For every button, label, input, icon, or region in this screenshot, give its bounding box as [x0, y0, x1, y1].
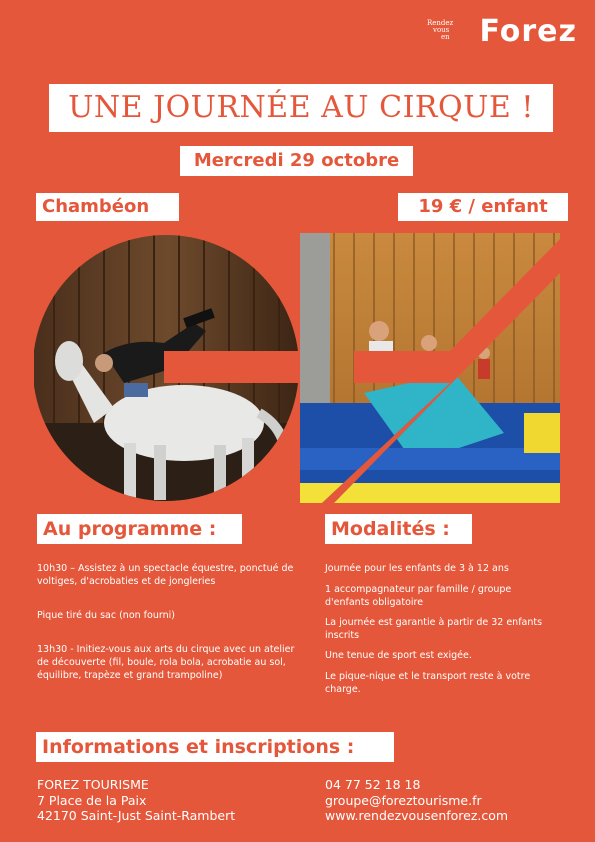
- city-address: 42170 Saint-Just Saint-Rambert: [37, 808, 236, 823]
- circus-workshop-photo: [300, 233, 560, 503]
- logo-brand: Forez: [479, 14, 577, 49]
- phone-number[interactable]: 04 77 52 18 18: [325, 777, 421, 792]
- informations-heading: Informations et inscriptions :: [36, 732, 394, 762]
- programme-item: Pique tiré du sac (non fourni): [37, 610, 175, 621]
- modalites-item-1: Journée pour les enfants de 3 à 12 ans: [325, 563, 509, 574]
- programme-list: [37, 562, 297, 588]
- contact-block: [325, 777, 508, 824]
- modalites-item-2: 1 accompagnateur par famille / groupe d'enfants obligatoire: [325, 584, 512, 608]
- title-banner: [49, 84, 553, 132]
- modalites-item-5: Le pique-nique et le transport reste à votre charge.: [325, 671, 531, 695]
- logo-line-3: en: [441, 33, 450, 41]
- email-link[interactable]: groupe@foreztourisme.fr: [325, 792, 482, 808]
- logo-line-2: vous: [433, 26, 450, 34]
- price-label: 19 € / enfant: [398, 193, 568, 221]
- rendez-vous-en-forez-logo: [427, 14, 577, 49]
- modalites-item-3: La journée est garantie à partir de 32 enfants inscrits: [325, 617, 543, 641]
- address-block: [37, 777, 235, 824]
- programme-item: 10h30 – Assistez à un spectacle équestre, ponctué de voltiges, d'acrobaties et de jongleries: [37, 563, 294, 587]
- programme-item: 13h30 - Initiez-vous aux arts du cirque avec un atelier de découverte (fil, boule, rola bola, acrobatie au sol, équilibre, trapèze et grand trampoline): [37, 644, 295, 681]
- date-banner: [180, 146, 413, 176]
- event-date: Mercredi 29 octobre: [193, 150, 400, 171]
- place-label: Chambéon: [36, 193, 179, 221]
- programme-list-2: [37, 609, 297, 622]
- page-title: UNE JOURNÉE AU CIRQUE !: [68, 90, 534, 125]
- modalites-heading: Modalités :: [325, 514, 472, 544]
- logo-small-text: [427, 20, 453, 41]
- programme-heading: Au programme :: [37, 514, 242, 544]
- modalites-item-4: Une tenue de sport est exigée.: [325, 650, 472, 661]
- organisation-name: FOREZ TOURISME: [37, 777, 149, 792]
- horse-vaulting-photo: [34, 233, 304, 503]
- street-address: 7 Place de la Paix: [37, 792, 147, 808]
- photo-collage: [34, 233, 560, 503]
- programme-list-3: [37, 643, 297, 682]
- logo-line-1: Rendez: [427, 19, 454, 27]
- website-link[interactable]: www.rendezvousenforez.com: [325, 808, 509, 823]
